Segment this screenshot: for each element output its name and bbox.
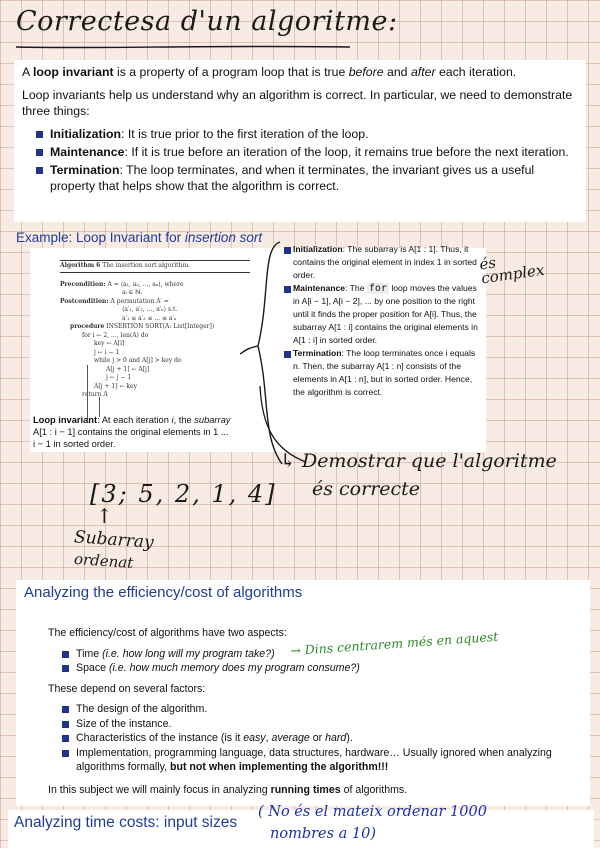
handwritten-subarray-line1: Subarray — [73, 527, 155, 553]
handwritten-demostrar-line1: ↳ Demostrar que l'algoritme — [280, 450, 557, 472]
handwritten-subarray-line2: ordenat — [73, 549, 134, 573]
list-item: The design of the algorithm. — [60, 702, 568, 717]
intro-list — [34, 126, 580, 194]
list-item: Initialization: It is true prior to the first iteration of the loop. — [34, 126, 580, 142]
handwritten-complex-note: és complex — [478, 253, 546, 288]
handwritten-arrow: ↑ — [96, 504, 113, 528]
efficiency-card — [16, 580, 590, 806]
title-underline — [14, 44, 354, 50]
handwritten-title: Correctesa d'un algoritme: — [16, 6, 398, 37]
list-item: Termination: The loop terminates, and when it terminates, the invariant gives us a useful property that helps show that the algorithm is correct. — [34, 162, 580, 194]
handwritten-array: [3; 5, 2, 1, 4] — [90, 480, 277, 508]
efficiency-paragraph-2: These depend on several factors: — [48, 682, 206, 695]
list-item: Maintenance: The for loop moves the values in A[i − 1], A[i − 2], ... by one position to the right until it finds the proper position for A[i]. Thus, the subarray A[1 : i] contains the original elements in A[1 : i] in sorted order. — [282, 282, 482, 347]
loop-invariant-text: Loop invariant: At each iteration i, the subarray A[1 : i − 1] contains the original elements in 1 ... i − 1 in sorted order. — [33, 415, 231, 449]
example-title: Example: Loop Invariant for insertion sort — [16, 230, 263, 245]
list-item: Characteristics of the instance (is it easy, average or hard). — [60, 731, 568, 746]
list-item: Time (i.e. how long will my program take?) — [60, 647, 568, 662]
list-item: Space (i.e. how much memory does my program consume?) — [60, 661, 568, 676]
time-costs-title: Analyzing time costs: input sizes — [14, 814, 238, 831]
list-item: Size of the instance. — [60, 717, 568, 732]
handwritten-input-note-line1: ( No és el mateix ordenar 1000 — [258, 804, 487, 820]
handwritten-input-note-line2: nombres a 10) — [270, 826, 377, 842]
algorithm-box: Algorithm 6 The insertion sort algorithm. Precondition: A = ⟨a₁, a₂, ..., aₙ⟩, where aᵢ ∈ ℕ. Postcondition: A permutation A′ = ⟨a′₁, a′₂, ..., a′ₙ⟩ s.t. a′₁ ≤ a′₂ ≤ ... ≤ a′ₙ procedure INSERTION SORT(A: List[Integer]) for i ← 2, ..., len(A) do key ← A[i] j ← i − 1 while j > 0 and A[j] > key do A[j + 1] ← A[j] j ← j − 1 A[j + 1] ← key return A — [60, 260, 250, 420]
efficiency-paragraph-3: In this subject we will mainly focus in analyzing running times of algorithms. — [48, 783, 408, 796]
handwritten-demostrar-line2: és correcte — [312, 478, 421, 500]
factors-list — [60, 702, 568, 775]
list-item: Initialization: The subarray is A[1 : 1]. Thus, it contains the original element in index 1 in sorted order. — [282, 243, 482, 282]
intro-paragraph-2: Loop invariants help us understand why an algorithm is correct. In particular, we need to demonstrate three things: — [22, 88, 573, 118]
handwritten-time-note: → Dins centrarem més en aquest — [289, 628, 499, 659]
efficiency-paragraph-1: The efficiency/cost of algorithms have two aspects: — [48, 627, 287, 639]
intro-card — [14, 60, 586, 222]
list-item: Maintenance: If it is true before an iteration of the loop, it remains true before the next iteration. — [34, 144, 580, 160]
list-item: Implementation, programming language, data structures, hardware… Usually ignored when analyzing algorithms formally, but not when implementing the algorithm!!! — [60, 746, 568, 775]
algorithm-header: Algorithm 6 The insertion sort algorithm. — [60, 260, 250, 273]
list-item: Termination: The loop terminates once i equals n. Then, the subarray A[1 : n] consists of the elements in A[1 : n], but in sorted order. Hence, the algorithm is correct. — [282, 347, 482, 399]
intro-paragraph-1: A loop invariant is a property of a program loop that is true before and after each iteration. — [22, 65, 517, 79]
handwritten-brace-arrow — [240, 236, 330, 472]
efficiency-title: Analyzing the efficiency/cost of algorithms — [24, 584, 303, 601]
